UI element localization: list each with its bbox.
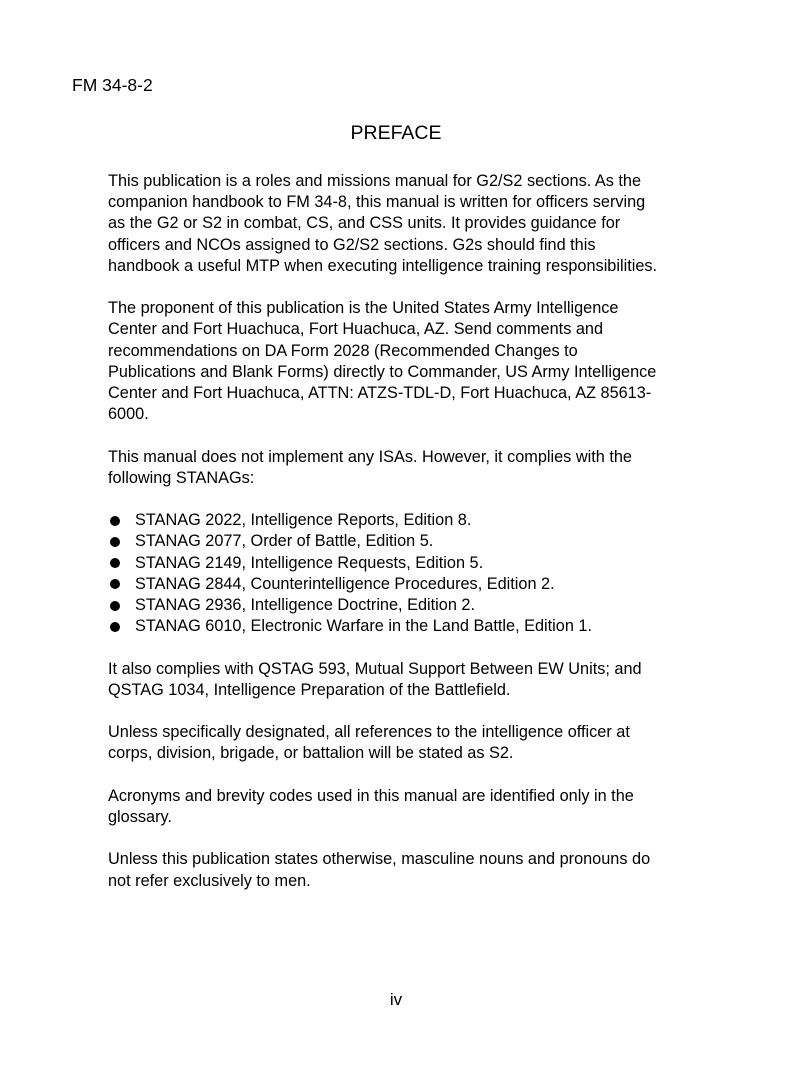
stanag-item-text: STANAG 2936, Intelligence Doctrine, Edition 2. bbox=[135, 596, 475, 615]
list-item bbox=[108, 595, 738, 616]
bullet-icon bbox=[110, 601, 120, 611]
bullet-icon bbox=[110, 558, 120, 568]
list-item bbox=[108, 574, 738, 595]
stanag-item-text: STANAG 2844, Counterintelligence Procedures, Edition 2. bbox=[135, 574, 555, 593]
list-item bbox=[108, 553, 738, 574]
paragraph-stanag-intro: This manual does not implement any ISAs. However, it complies with the following STANAGs: bbox=[108, 447, 632, 487]
stanag-item-text: STANAG 6010, Electronic Warfare in the Land Battle, Edition 1. bbox=[135, 617, 593, 636]
stanag-list bbox=[108, 510, 738, 637]
list-item bbox=[108, 510, 738, 531]
preface-body bbox=[108, 171, 738, 913]
bullet-icon bbox=[110, 516, 120, 526]
stanag-item-text: STANAG 2077, Order of Battle, Edition 5. bbox=[135, 532, 434, 551]
paragraph-qstag: It also complies with QSTAG 593, Mutual Support Between EW Units; and QSTAG 1034, Intelligence Preparation of the Battlefield. bbox=[108, 659, 642, 699]
paragraph-purpose: This publication is a roles and missions manual for G2/S2 sections. As the companion handbook to FM 34-8, this manual is written for officers serving as the G2 or S2 in combat, CS, and CSS units. It provides guidance for officers and NCOs assigned to G2/S2 sections. G2s should find this handbook a useful MTP when executing intelligence training responsibilities. bbox=[108, 172, 658, 275]
bullet-icon bbox=[110, 537, 120, 547]
bullet-icon bbox=[110, 579, 120, 589]
list-item bbox=[108, 531, 738, 552]
stanag-item-text: STANAG 2022, Intelligence Reports, Edition 8. bbox=[135, 511, 472, 530]
paragraph-proponent: The proponent of this publication is the United States Army Intelligence Center and Fort Huachuca, Fort Huachuca, AZ. Send comments and recommendations on DA Form 2028 (Recommended Changes to Publications and Blank Forms) directly to Commander, US Army Intelligence Center and Fort Huachuca, ATTN: ATZS-TDL-D, Fort Huachuca, AZ 85613- 6000. bbox=[108, 299, 657, 424]
paragraph-gender-note: Unless this publication states otherwise, masculine nouns and pronouns do not refer exclusively to men. bbox=[108, 850, 651, 890]
list-item bbox=[108, 616, 738, 637]
stanag-item-text: STANAG 2149, Intelligence Requests, Edition 5. bbox=[135, 553, 484, 572]
paragraph-acronyms: Acronyms and brevity codes used in this manual are identified only in the glossary. bbox=[108, 786, 634, 826]
page-number: iv bbox=[389, 990, 403, 1009]
bullet-icon bbox=[110, 622, 120, 632]
paragraph-s2-designation: Unless specifically designated, all references to the intelligence officer at corps, division, brigade, or battalion will be stated as S2. bbox=[108, 723, 630, 763]
page-title: PREFACE bbox=[350, 122, 442, 144]
document-id: FM 34-8-2 bbox=[72, 75, 153, 95]
